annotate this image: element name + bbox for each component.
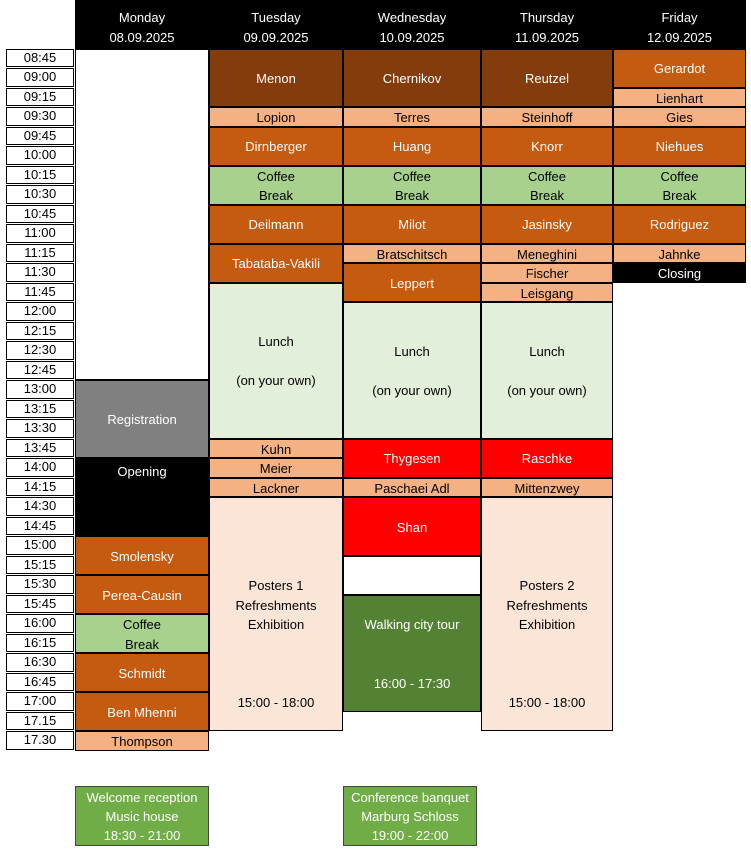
slot-reutzel[interactable] xyxy=(481,49,613,108)
slot-text: Milot xyxy=(398,217,426,233)
time-slot: 11:00 xyxy=(6,224,74,243)
day-date: 12.09.2025 xyxy=(646,30,713,45)
slot-text: Ben Mhenni xyxy=(107,704,177,720)
slot-terres[interactable] xyxy=(343,107,481,127)
slot-chernikov[interactable] xyxy=(343,49,481,108)
slot-thompson[interactable] xyxy=(75,731,209,751)
event-text: Conference banquet xyxy=(351,790,469,805)
day-name: Monday xyxy=(118,10,166,25)
slot-text: Break xyxy=(530,188,564,203)
slot-lackner[interactable] xyxy=(209,478,343,498)
slot-lunch[interactable] xyxy=(343,302,481,439)
slot-text: Refreshments xyxy=(235,597,317,613)
time-slot: 16:15 xyxy=(6,634,74,653)
event-text: Music house xyxy=(105,809,179,824)
day-date: 11.09.2025 xyxy=(514,30,580,45)
slot-text: Thompson xyxy=(111,734,173,749)
slot-rodriguez[interactable] xyxy=(613,205,746,244)
slot-text: Niehues xyxy=(655,139,704,155)
slot-meneghini[interactable] xyxy=(481,244,613,264)
slot-text: Opening xyxy=(117,464,167,479)
slot-steinhoff[interactable] xyxy=(481,107,613,127)
slot-text: 16:00 - 17:30 xyxy=(373,675,451,691)
slot-text: Paschaei Adl xyxy=(374,480,450,496)
slot-text: Gies xyxy=(666,110,693,125)
time-slot: 09:45 xyxy=(6,127,74,146)
slot-lunch[interactable] xyxy=(481,302,613,439)
slot-text: Coffee xyxy=(660,168,699,184)
slot-bratschitsch[interactable] xyxy=(343,244,481,264)
time-slot: 09:00 xyxy=(6,68,74,87)
day-name: Wednesday xyxy=(377,10,447,25)
slot-shan[interactable] xyxy=(343,497,481,556)
slot-text: Lackner xyxy=(252,480,300,496)
slot-empty xyxy=(343,556,481,595)
slot-jahnke[interactable] xyxy=(613,244,746,264)
slot-text: Break xyxy=(259,188,293,203)
day-date: 08.09.2025 xyxy=(109,30,175,45)
slot-raschke[interactable] xyxy=(481,439,613,478)
slot-huang[interactable] xyxy=(343,127,481,166)
time-slot: 13:15 xyxy=(6,400,74,419)
slot-text: Chernikov xyxy=(382,71,442,86)
slot-jasinsky[interactable] xyxy=(481,205,613,244)
slot-text: Menon xyxy=(256,71,296,86)
slot-text: Bratschitsch xyxy=(376,246,448,262)
slot-text: Coffee xyxy=(392,168,432,184)
slot-closing[interactable] xyxy=(613,263,746,283)
slot-leppert[interactable] xyxy=(343,263,481,302)
slot-text: Exhibition xyxy=(518,617,576,632)
slot-text: Schmidt xyxy=(118,665,166,681)
slot-opening[interactable] xyxy=(75,458,209,536)
slot-text: Lunch xyxy=(258,334,294,350)
time-slot: 16:30 xyxy=(6,653,74,672)
slot-text: Registration xyxy=(107,412,177,428)
slot-mittenzwey[interactable] xyxy=(481,478,613,498)
slot-text: Jahnke xyxy=(658,246,701,262)
time-slot: 11:45 xyxy=(6,283,74,302)
slot-coffee[interactable] xyxy=(75,614,209,653)
slot-empty xyxy=(75,49,209,381)
time-slot: 10:00 xyxy=(6,146,74,165)
time-slot: 13:45 xyxy=(6,439,74,458)
slot-posters-2[interactable] xyxy=(481,497,613,731)
slot-text: Shan xyxy=(396,519,428,535)
time-slot: 10:45 xyxy=(6,205,74,224)
time-slot: 13:00 xyxy=(6,380,74,399)
slot-text: Lunch xyxy=(529,344,565,359)
slot-text: Rodriguez xyxy=(649,217,710,233)
slot-text: Terres xyxy=(393,110,431,125)
slot-text: Perea-Causin xyxy=(102,587,182,603)
slot-text: (on your own) xyxy=(236,373,316,389)
day-name: Thursday xyxy=(519,10,575,25)
slot-text: Jasinsky xyxy=(522,217,572,233)
slot-text: Knorr xyxy=(531,139,563,155)
slot-text: Tabataba-Vakili xyxy=(232,256,320,272)
slot-text: Coffee xyxy=(122,617,162,632)
slot-posters-1[interactable] xyxy=(209,497,343,731)
slot-text: Dirnberger xyxy=(245,139,307,155)
slot-text: Meneghini xyxy=(517,246,577,262)
slot-leisgang[interactable] xyxy=(481,283,613,303)
slot-text: Gerardot xyxy=(653,61,706,77)
time-slot: 10:30 xyxy=(6,185,74,204)
slot-knorr[interactable] xyxy=(481,127,613,166)
slot-smolensky[interactable] xyxy=(75,536,209,575)
slot-milot[interactable] xyxy=(343,205,481,244)
slot-text: Raschke xyxy=(521,451,573,467)
slot-meier[interactable] xyxy=(209,458,343,478)
time-slot: 17.30 xyxy=(6,731,74,750)
slot-text: Mittenzwey xyxy=(514,480,580,496)
slot-text: Walking city tour xyxy=(364,617,460,632)
event-text: 19:00 - 22:00 xyxy=(371,828,449,843)
time-slot: 15:15 xyxy=(6,556,74,575)
slot-registration[interactable] xyxy=(75,380,209,458)
slot-text: Fischer xyxy=(525,266,569,281)
day-date: 10.09.2025 xyxy=(379,30,445,45)
slot-coffee[interactable] xyxy=(481,166,613,205)
slot-text: Steinhoff xyxy=(521,110,573,125)
slot-gerardot[interactable] xyxy=(613,49,746,88)
slot-schmidt[interactable] xyxy=(75,653,209,692)
event-text: 18:30 - 21:00 xyxy=(103,828,181,843)
slot-coffee[interactable] xyxy=(613,166,746,205)
slot-text: Break xyxy=(395,188,429,203)
slot-lopion[interactable] xyxy=(209,107,343,127)
slot-text: Leisgang xyxy=(520,285,574,301)
slot-menon[interactable] xyxy=(209,49,343,108)
slot-text: Posters 2 xyxy=(519,578,575,593)
slot-ben-mhenni[interactable] xyxy=(75,692,209,731)
time-slot: 09:30 xyxy=(6,107,74,126)
time-slot: 14:00 xyxy=(6,458,74,477)
time-slot: 16:00 xyxy=(6,614,74,633)
slot-text: Coffee xyxy=(527,168,567,184)
slot-perea-causin[interactable] xyxy=(75,575,209,614)
time-slot: 12:30 xyxy=(6,341,74,360)
time-slot: 15:45 xyxy=(6,595,74,614)
time-slot: 14:30 xyxy=(6,497,74,516)
time-slot: 17.15 xyxy=(6,712,74,731)
time-slot: 08:45 xyxy=(6,49,74,68)
slot-text: Thygesen xyxy=(383,451,441,467)
slot-niehues[interactable] xyxy=(613,127,746,166)
time-slot: 15:30 xyxy=(6,575,74,594)
time-slot: 12:45 xyxy=(6,361,74,380)
slot-text: Refreshments xyxy=(506,597,588,613)
time-slot: 13:30 xyxy=(6,419,74,438)
slot-thygesen[interactable] xyxy=(343,439,481,478)
time-slot: 09:15 xyxy=(6,88,74,107)
slot-gies[interactable] xyxy=(613,107,746,127)
slot-text: Kuhn xyxy=(260,441,292,457)
time-slot: 14:45 xyxy=(6,517,74,536)
time-slot: 12:00 xyxy=(6,302,74,321)
slot-coffee[interactable] xyxy=(209,166,343,205)
slot-text: Posters 1 xyxy=(248,578,304,593)
slot-text: Leppert xyxy=(389,275,435,291)
slot-lienhart[interactable] xyxy=(613,88,746,108)
time-slot: 12:15 xyxy=(6,322,74,341)
slot-text: Meier xyxy=(259,461,293,476)
time-slot: 14:15 xyxy=(6,478,74,497)
slot-paschaei-adl[interactable] xyxy=(343,478,481,498)
slot-text: 15:00 - 18:00 xyxy=(508,695,586,710)
event-text: Marburg Schloss xyxy=(361,809,459,824)
welcome-reception-box[interactable] xyxy=(75,786,209,846)
slot-fischer[interactable] xyxy=(481,263,613,283)
conference-banquet-box[interactable] xyxy=(343,786,477,846)
event-text: Welcome reception xyxy=(86,790,198,805)
slot-text: Break xyxy=(662,188,697,203)
time-slot: 16:45 xyxy=(6,673,74,692)
time-slot: 10:15 xyxy=(6,166,74,185)
slot-deilmann[interactable] xyxy=(209,205,343,244)
slot-text: (on your own) xyxy=(507,383,587,398)
slot-text: Reutzel xyxy=(524,71,570,86)
time-slot: 15:00 xyxy=(6,536,74,555)
slot-kuhn[interactable] xyxy=(209,439,343,459)
slot-text: Exhibition xyxy=(247,617,305,632)
slot-text: 15:00 - 18:00 xyxy=(237,695,315,710)
day-name: Friday xyxy=(661,10,698,25)
slot-walking-city-tour[interactable] xyxy=(343,595,481,712)
day-date: 09.09.2025 xyxy=(243,30,309,45)
slot-text: Lopion xyxy=(256,110,296,125)
time-slot: 17:00 xyxy=(6,692,74,711)
slot-text: Deilmann xyxy=(248,217,304,233)
slot-text: Lienhart xyxy=(656,90,703,106)
slot-tabataba-vakili[interactable] xyxy=(209,244,343,283)
day-name: Tuesday xyxy=(251,10,301,25)
time-slot: 11:30 xyxy=(6,263,74,282)
slot-dirnberger[interactable] xyxy=(209,127,343,166)
slot-text: Huang xyxy=(392,139,432,155)
slot-text: Smolensky xyxy=(110,548,174,564)
slot-text: Lunch xyxy=(394,344,430,359)
slot-coffee[interactable] xyxy=(343,166,481,205)
slot-text: Closing xyxy=(657,266,702,281)
time-slot: 11:15 xyxy=(6,244,74,263)
slot-text: Break xyxy=(125,636,159,652)
slot-text: Coffee xyxy=(256,168,296,184)
slot-text: (on your own) xyxy=(372,383,452,398)
slot-lunch[interactable] xyxy=(209,283,343,439)
